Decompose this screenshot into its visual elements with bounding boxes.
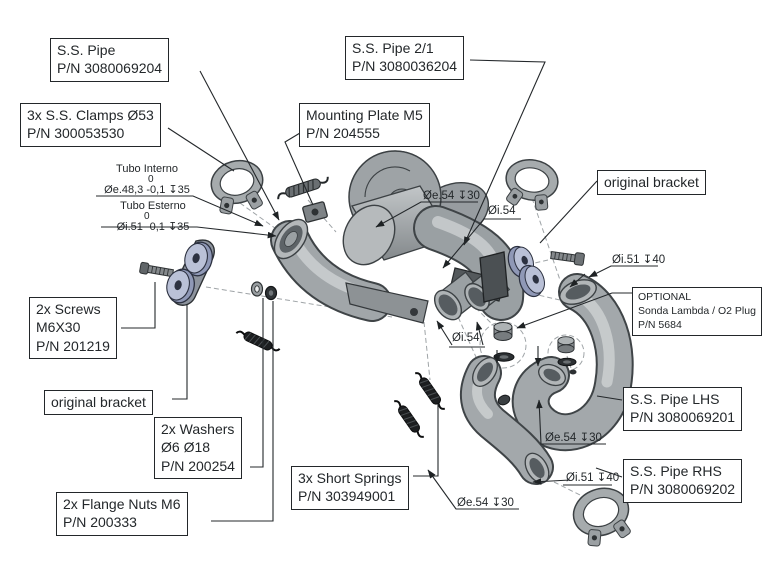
dim-tubo-interno: Tubo Interno 0 Øe.48,3 -0,1 ↧35 — [104, 163, 190, 196]
screw-part-right — [550, 249, 584, 265]
short-spring-part-3 — [392, 398, 426, 441]
label-ss-pipe-rhs: S.S. Pipe RHS P/N 3080069202 — [623, 459, 742, 503]
label-ss-pipe-2-1: S.S. Pipe 2/1 P/N 3080036204 — [345, 36, 464, 80]
label-original-bracket-left: original bracket — [44, 390, 153, 415]
label-ss-pipe-lhs: S.S. Pipe LHS P/N 3080069201 — [623, 387, 742, 431]
leader-dia-i51-right — [589, 266, 658, 277]
label-ss-pipe: S.S. Pipe P/N 3080069204 — [50, 38, 169, 82]
label-flange-nuts: 2x Flange Nuts M6 P/N 200333 — [56, 492, 188, 536]
leader-flange-nuts — [211, 301, 273, 521]
washer-part — [252, 282, 263, 296]
flange-nut-part — [266, 287, 277, 300]
dim-e54-bottom: Øe.54 ↧30 — [457, 497, 514, 509]
dim-tubo-esterno: Tubo Esterno 0 Øi.51 -0,1 ↧35 — [116, 200, 190, 233]
leader-washers — [250, 298, 263, 467]
collector-pipe-2-1-part — [268, 151, 510, 325]
long-spring-part — [276, 175, 330, 201]
o2-plug-part-left — [494, 323, 512, 341]
o2-ring-part-right — [558, 358, 576, 366]
label-washers: 2x Washers Ø6 Ø18 P/N 200254 — [154, 417, 242, 479]
label-screws: 2x Screws M6X30 P/N 201219 — [29, 297, 117, 359]
leader-ss-pipe-2-1 — [464, 60, 545, 245]
dim-i54-top: Øi.54 — [488, 205, 516, 217]
o2-plug-part-right — [558, 337, 574, 353]
short-spring-part-1 — [235, 327, 280, 355]
screw-part-left — [139, 262, 173, 279]
ss-clamp-part-1 — [206, 155, 270, 219]
dim-i51-bottom: Øi.51 ↧40 — [566, 472, 620, 484]
label-optional-lambda: OPTIONAL Sonda Lambda / O2 Plug P/N 5684 — [632, 287, 762, 336]
leader-original-bracket-left — [172, 304, 187, 399]
dim-e54-top: Øe.54 ↧30 — [423, 190, 480, 202]
dim-i51-right: Øi.51 ↧40 — [612, 254, 666, 266]
ss-pipe-lhs-part — [531, 275, 615, 432]
label-short-springs: 3x Short Springs P/N 303949001 — [291, 466, 409, 510]
label-mounting-plate: Mounting Plate M5 P/N 204555 — [299, 103, 430, 147]
dim-e54-mid: Øe.54 ↧30 — [545, 432, 602, 444]
leader-short-springs — [413, 404, 438, 476]
dim-i54-bottom: Øi.54 — [452, 332, 480, 344]
mounting-plate-part — [302, 201, 327, 222]
label-original-bracket-right: original bracket — [597, 170, 706, 195]
leader-screws — [121, 282, 155, 328]
short-spring-part-2 — [413, 370, 447, 413]
label-ss-clamps: 3x S.S. Clamps Ø53 P/N 300053530 — [20, 103, 161, 147]
